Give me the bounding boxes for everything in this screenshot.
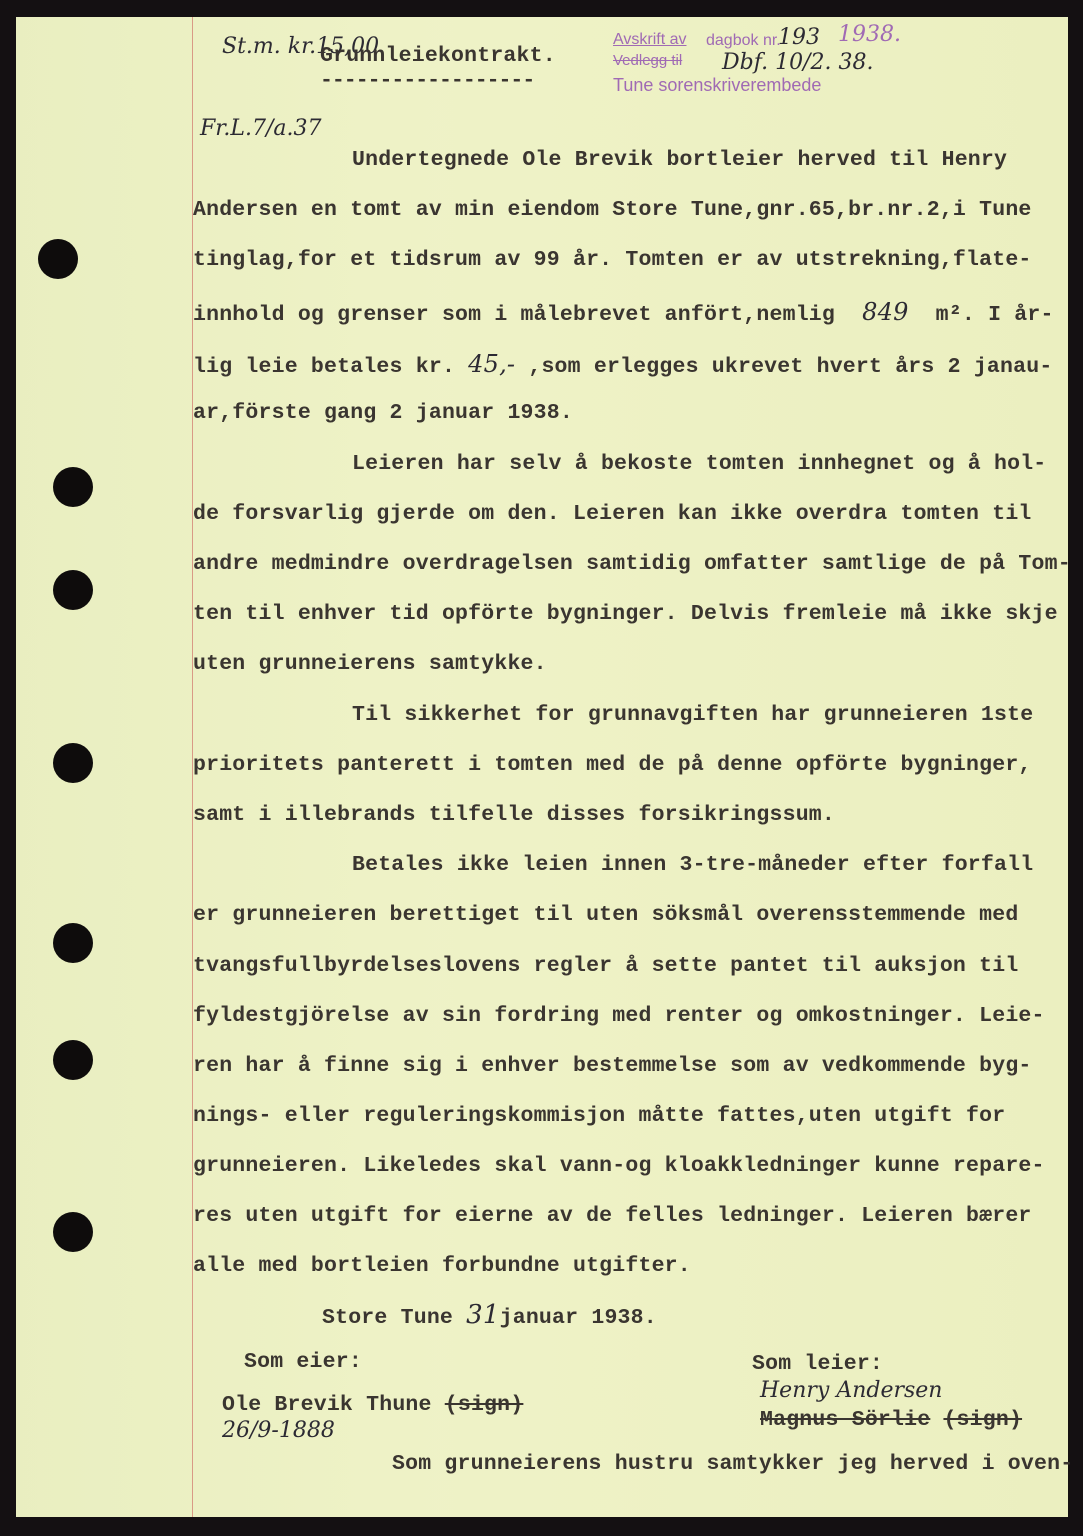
text-line: fyldestgjörelse av sin fordring med renter og omkostninger. Leie- xyxy=(193,1004,1045,1028)
owner-sign-struck: (sign) xyxy=(444,1393,524,1417)
owner-birthdate: 26/9-1888 xyxy=(222,1418,335,1443)
text-line: er grunneieren berettiget til uten söksmål overensstemmende med xyxy=(193,903,1019,927)
lessee-handwritten-name: Henry Andersen xyxy=(760,1378,943,1403)
owner-signature xyxy=(222,1393,523,1417)
punch-hole xyxy=(38,239,78,279)
dagbok-number: 193 xyxy=(778,25,820,50)
handwritten-area: 849 xyxy=(862,298,909,326)
text-line: ar,förste gang 2 januar 1938. xyxy=(193,401,573,425)
title-underline: ------------------ xyxy=(320,69,535,93)
punch-hole xyxy=(53,923,93,963)
punch-hole xyxy=(53,743,93,783)
closing-line: Som grunneierens hustru samtykker jeg herved i oven- xyxy=(392,1452,1074,1476)
punch-hole xyxy=(53,467,93,507)
text-line: Andersen en tomt av min eiendom Store Tune,gnr.65,br.nr.2,i Tune xyxy=(193,198,1032,222)
place: Store Tune xyxy=(322,1306,454,1330)
text-line: alle med bortleien forbundne utgifter. xyxy=(193,1254,691,1278)
lessee-typed-name-struck: Magnus Sörlie xyxy=(760,1408,931,1432)
handwritten-registration-date: Dbf. 10/2. 38. xyxy=(722,50,874,75)
handwritten-day: 31 xyxy=(466,1300,500,1330)
text-line: Leieren har selv å bekoste tomten innhegnet og å hol- xyxy=(352,452,1047,476)
lessee-typed-signature xyxy=(760,1408,1022,1432)
punch-hole xyxy=(53,1040,93,1080)
text-line: ren har å finne sig i enhver bestemmelse som av vedkommende byg- xyxy=(193,1054,1032,1078)
text-fragment: lig leie betales kr. xyxy=(193,355,456,379)
text-line xyxy=(193,298,1054,327)
text-line: tvangsfullbyrdelseslovens regler å sette pantet til auksjon til xyxy=(193,954,1019,978)
text-line: tinglag,for et tidsrum av 99 år. Tomten er av utstrekning,flate- xyxy=(193,248,1032,272)
text-line: grunneieren. Likeledes skal vann-og kloakkledninger kunne repare- xyxy=(193,1154,1045,1178)
stamp-dagbok-label: dagbok nr. xyxy=(706,32,781,49)
text-fragment: ,som erlegges ukrevet hvert års 2 janau- xyxy=(528,355,1053,379)
margin-note-fee: St.m. kr.15,00 xyxy=(222,34,380,59)
punch-hole xyxy=(53,570,93,610)
lessee-label: Som leier: xyxy=(752,1352,884,1376)
text-line: ten til enhver tid opförte bygninger. Delvis fremleie må ikke skje xyxy=(193,602,1058,626)
document-title: Grunnleiekontrakt. xyxy=(320,44,556,68)
text-line: andre medmindre overdragelsen samtidig omfatter samtlige de på Tom- xyxy=(193,552,1071,576)
text-line xyxy=(193,350,1052,379)
place-date xyxy=(322,1300,657,1330)
area-unit: m². xyxy=(935,303,975,327)
text-line: Betales ikke leien innen 3-tre-måneder efter forfall xyxy=(352,853,1034,877)
text-line: Undertegnede Ole Brevik bortleier herved til Henry xyxy=(352,148,1008,172)
owner-label: Som eier: xyxy=(244,1350,362,1374)
text-line: samt i illebrands tilfelle disses forsikringssum. xyxy=(193,803,836,827)
text-line: res uten utgift for eierne av de felles ledninger. Leieren bærer xyxy=(193,1204,1032,1228)
stamp-office: Tune sorenskriverembede xyxy=(613,75,822,95)
text-line: nings- eller reguleringskommisjon måtte fattes,uten utgift for xyxy=(193,1104,1006,1128)
text-fragment: innhold og grenser som i målebrevet anfört,nemlig xyxy=(193,303,836,327)
date-rest: januar 1938. xyxy=(499,1306,657,1330)
owner-name: Ole Brevik Thune xyxy=(222,1393,432,1417)
stamp-year: 1938. xyxy=(838,22,901,47)
text-fragment: I år- xyxy=(988,303,1054,327)
handwritten-rent: 45,- xyxy=(468,350,516,378)
text-line: prioritets panterett i tomten med de på denne opförte bygninger, xyxy=(193,753,1032,777)
text-line: de forsvarlig gjerde om den. Leieren kan ikke overdra tomten til xyxy=(193,502,1032,526)
punch-hole xyxy=(53,1212,93,1252)
text-line: Til sikkerhet for grunnavgiften har grunneieren 1ste xyxy=(352,703,1034,727)
margin-note-reference: Fr.L.7/a.37 xyxy=(200,116,322,141)
lessee-sign-struck: (sign) xyxy=(943,1408,1023,1432)
stamp-vedlegg-struck: Vedlegg til xyxy=(613,52,683,69)
stamp-avskrift: Avskrift av xyxy=(613,31,687,48)
text-line: uten grunneierens samtykke. xyxy=(193,652,547,676)
